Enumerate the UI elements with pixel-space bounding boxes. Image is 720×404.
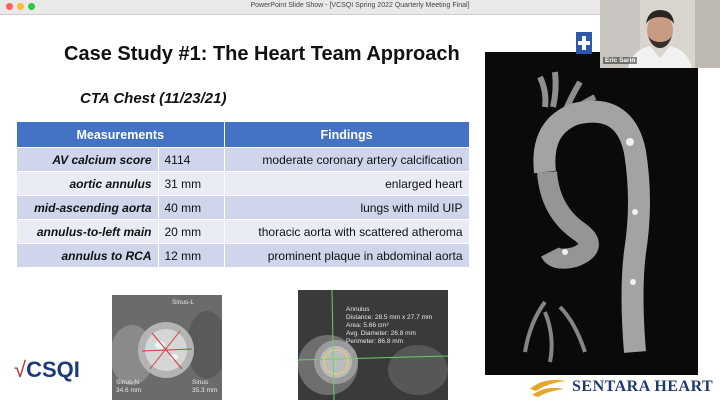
measurement-label: annulus to RCA bbox=[17, 244, 158, 268]
measurement-value: 4114 bbox=[158, 148, 224, 172]
measurement-value: 12 mm bbox=[158, 244, 224, 268]
table-row bbox=[17, 220, 469, 244]
measurement-value: 31 mm bbox=[158, 172, 224, 196]
aorta-3d-graphic bbox=[485, 52, 698, 375]
window-title: PowerPoint Slide Show - [VCSQI Spring 2022 Quarterly Meeting Final] bbox=[250, 2, 470, 9]
table-header-row bbox=[17, 122, 469, 148]
table-row bbox=[17, 244, 469, 268]
annulus-area: Area: 5.66 cm² bbox=[346, 322, 389, 329]
annulus-distance: Distance: 28.5 mm x 27.7 mm bbox=[346, 314, 433, 321]
ct-scan-aortic-root-image bbox=[112, 295, 222, 400]
hospital-cross-logo-icon bbox=[576, 32, 592, 54]
slide-canvas[interactable] bbox=[0, 15, 720, 404]
participant-name: Eric Sarin bbox=[605, 57, 636, 64]
finding-text: enlarged heart bbox=[224, 172, 469, 196]
annulus-avg-diameter: Avg. Diameter: 26.8 mm bbox=[346, 330, 416, 337]
findings-header: Findings bbox=[224, 122, 469, 148]
finding-text: prominent plaque in abdominal aorta bbox=[224, 244, 469, 268]
table-row bbox=[17, 172, 469, 196]
ct-label-bottom-right-1: Sinus bbox=[192, 379, 209, 386]
measurement-label: AV calcium score bbox=[17, 148, 158, 172]
ct-label-bottom-left-2: 34.6 mm bbox=[116, 387, 142, 394]
finding-text: lungs with mild UIP bbox=[224, 196, 469, 220]
table-row bbox=[17, 148, 469, 172]
ct-scan-annulus-image bbox=[298, 290, 448, 400]
sentara-swoosh-icon bbox=[528, 375, 568, 399]
sentara-heart-text: SENTARA HEART bbox=[572, 378, 714, 395]
slide-title: Case Study #1: The Heart Team Approach bbox=[64, 43, 460, 65]
slide-subtitle: CTA Chest (11/23/21) bbox=[80, 90, 227, 107]
ct-label-bottom-right-2: 35.3 mm bbox=[192, 387, 218, 394]
ct-label-bottom-left-1: Sinus-N bbox=[116, 379, 140, 386]
webcam-video-tile[interactable] bbox=[600, 0, 720, 68]
finding-text: moderate coronary artery calcification bbox=[224, 148, 469, 172]
table-row bbox=[17, 196, 469, 220]
measurement-label: annulus-to-left main bbox=[17, 220, 158, 244]
ct-label-top: Sinus-L bbox=[172, 299, 195, 306]
vcsqi-logo bbox=[14, 357, 80, 383]
finding-text: thoracic aorta with scattered atheroma bbox=[224, 220, 469, 244]
measurement-label: mid-ascending aorta bbox=[17, 196, 158, 220]
vcsqi-logo-text: CSQI bbox=[26, 357, 80, 382]
annulus-perimeter: Perimeter: 86.8 mm bbox=[346, 338, 404, 345]
measurements-header: Measurements bbox=[17, 122, 224, 148]
measurement-label: aortic annulus bbox=[17, 172, 158, 196]
measurement-value: 20 mm bbox=[158, 220, 224, 244]
measurements-table bbox=[17, 122, 470, 267]
measurement-value: 40 mm bbox=[158, 196, 224, 220]
annulus-label: Annulus bbox=[346, 306, 370, 313]
vcsqi-logo-mark: √ bbox=[14, 357, 27, 382]
sentara-heart-logo bbox=[528, 375, 713, 399]
ct-3d-aorta-rendering bbox=[485, 52, 698, 375]
